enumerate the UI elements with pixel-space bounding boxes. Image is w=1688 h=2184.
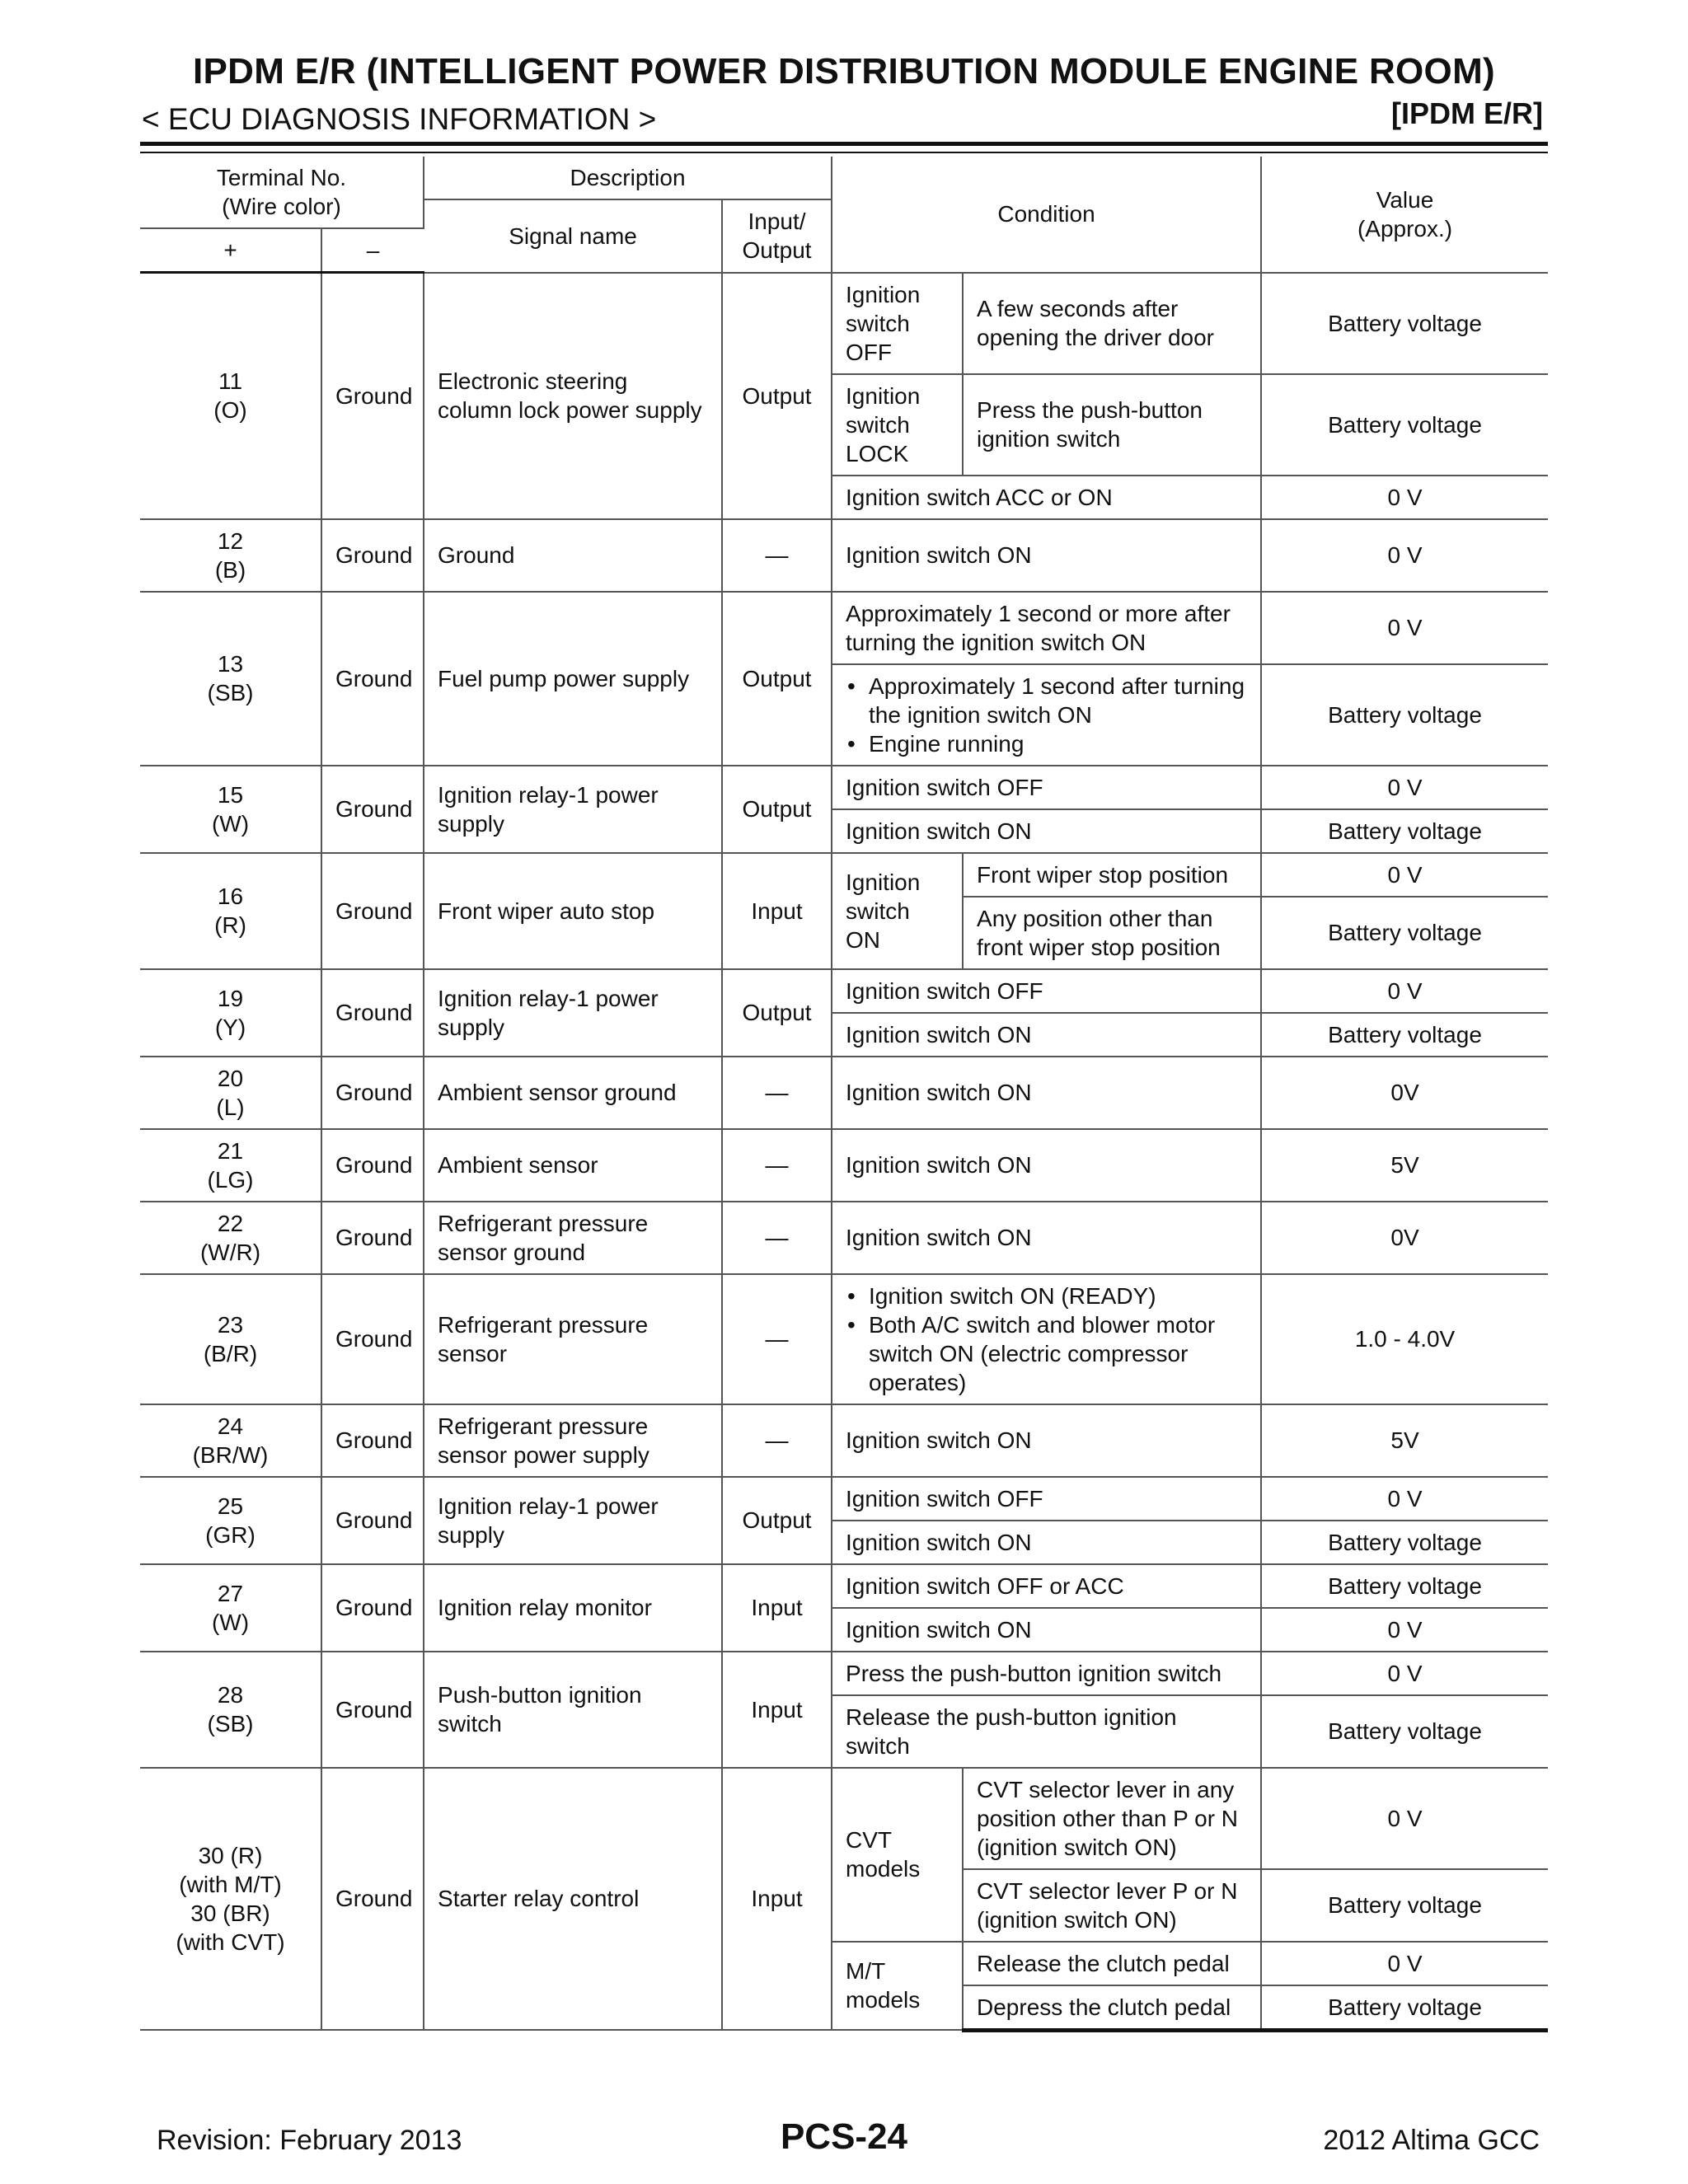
header-wire-color-label: (Wire color) — [222, 194, 341, 219]
io-cell: — — [722, 1057, 832, 1129]
table-row — [140, 273, 1548, 374]
value-cell: 0 V — [1261, 519, 1548, 592]
condition-cell: Ignition switch ON — [832, 1013, 1261, 1057]
terminal-number: 21 — [217, 1137, 244, 1164]
table-row — [140, 1274, 1548, 1404]
terminal-number: 16 — [217, 883, 244, 909]
condition-label-line: OFF — [846, 339, 893, 365]
condition-cell: Ignition switch ON — [832, 809, 1261, 853]
signal-name-cell: Ground — [424, 519, 722, 592]
value-cell: Battery voltage — [1261, 1564, 1548, 1608]
terminal-number: 19 — [217, 985, 244, 1011]
terminal-number: 11 — [218, 368, 243, 395]
condition-detail-cell: A few seconds after opening the driver door — [963, 273, 1261, 374]
io-cell: Input — [722, 1564, 832, 1652]
signal-name-cell: Ignition relay-1 power supply — [424, 1477, 722, 1564]
wire-color: (O) — [213, 397, 247, 424]
value-cell: 0 V — [1261, 476, 1548, 519]
terminal-cell — [140, 273, 321, 519]
io-cell: Output — [722, 273, 832, 519]
header-terminal-label: Terminal No. — [216, 165, 347, 190]
ground-cell: Ground — [321, 1404, 424, 1477]
header-condition: Condition — [832, 157, 1261, 273]
signal-name-cell: Refrigerant pressure sensor — [424, 1274, 722, 1404]
value-cell: Battery voltage — [1261, 1869, 1548, 1942]
value-cell: Battery voltage — [1261, 809, 1548, 853]
condition-cell: Ignition switch ON — [832, 1608, 1261, 1652]
signal-name-cell: Push-button ignition switch — [424, 1652, 722, 1768]
value-cell: Battery voltage — [1261, 1013, 1548, 1057]
condition-cell: Release the push-button ignition switch — [832, 1695, 1261, 1768]
header-value-label: Value — [1376, 186, 1434, 213]
condition-cell: Press the push-button ignition switch — [832, 1652, 1261, 1695]
condition-label-cell: M/T models — [832, 1942, 963, 2031]
header-plus: + — [140, 228, 321, 273]
condition-bullet-list — [832, 1274, 1261, 1404]
value-cell: 5V — [1261, 1129, 1548, 1202]
condition-bullet-list — [832, 664, 1261, 766]
terminal-cell — [140, 1768, 321, 2031]
table-row — [140, 1477, 1548, 1521]
io-cell: — — [722, 519, 832, 592]
table-row — [140, 592, 1548, 664]
wire-color: (with M/T) — [179, 1871, 282, 1897]
header-rule-thick — [140, 142, 1548, 146]
condition-cell: Ignition switch ON — [832, 1202, 1261, 1274]
terminal-cell — [140, 1652, 321, 1768]
condition-label-line: Ignition — [846, 869, 921, 895]
terminal-cell — [140, 853, 321, 969]
header-minus: – — [321, 228, 424, 273]
wire-color: (GR) — [205, 1521, 256, 1548]
condition-detail-cell: Release the clutch pedal — [963, 1942, 1261, 1985]
ground-cell: Ground — [321, 1202, 424, 1274]
table-row — [140, 1202, 1548, 1274]
ground-cell: Ground — [321, 1768, 424, 2031]
terminal-number: 27 — [217, 1580, 244, 1606]
io-cell: Input — [722, 1652, 832, 1768]
terminal-cell — [140, 766, 321, 853]
condition-label-line: switch ON — [846, 898, 910, 953]
value-cell: 0 V — [1261, 1652, 1548, 1695]
header-description: Description — [424, 157, 832, 199]
value-cell: 1.0 - 4.0V — [1261, 1274, 1548, 1404]
condition-cell: Ignition switch ON — [832, 1057, 1261, 1129]
table-row — [140, 1129, 1548, 1202]
value-cell: 0V — [1261, 1057, 1548, 1129]
value-cell: 0 V — [1261, 853, 1548, 897]
condition-label-line: LOCK — [846, 440, 909, 466]
header-io-line2: Output — [742, 237, 812, 264]
ground-cell: Ground — [321, 853, 424, 969]
footer-model: 2012 Altima GCC — [1323, 2125, 1540, 2156]
table-row — [140, 1404, 1548, 1477]
value-cell: 0 V — [1261, 766, 1548, 809]
section-heading: < ECU DIAGNOSIS INFORMATION > — [142, 102, 657, 136]
condition-cell: Ignition switch OFF — [832, 1477, 1261, 1521]
wire-color: (SB) — [207, 680, 254, 705]
header-input-output — [722, 199, 832, 273]
signal-name-cell: Starter relay control — [424, 1768, 722, 2031]
value-cell: 0 V — [1261, 592, 1548, 664]
page-title: IPDM E/R (INTELLIGENT POWER DISTRIBUTION MODULE ENGINE ROOM) — [193, 51, 1495, 91]
io-cell: — — [722, 1404, 832, 1477]
io-cell: — — [722, 1202, 832, 1274]
wire-color: (BR/W) — [192, 1441, 269, 1468]
condition-cell: Ignition switch ON — [832, 1404, 1261, 1477]
terminal-number: 22 — [217, 1210, 244, 1236]
wire-color: (Y) — [214, 1014, 246, 1040]
ground-cell: Ground — [321, 519, 424, 592]
value-cell: 5V — [1261, 1404, 1548, 1477]
ground-cell: Ground — [321, 1057, 424, 1129]
condition-label-line: Ignition — [846, 382, 921, 409]
terminal-number: 12 — [217, 527, 244, 554]
ground-cell: Ground — [321, 1652, 424, 1768]
header-value — [1261, 157, 1548, 273]
terminal-number: 20 — [217, 1065, 244, 1091]
header-rule-thin — [140, 152, 1548, 153]
signal-name-cell: Ignition relay-1 power supply — [424, 969, 722, 1057]
signal-name-cell: Ambient sensor ground — [424, 1057, 722, 1129]
terminal-number: 24 — [217, 1413, 244, 1439]
signal-name-cell: Ignition relay monitor — [424, 1564, 722, 1652]
value-cell: 0 V — [1261, 1477, 1548, 1521]
signal-name-cell: Refrigerant pressure sensor power supply — [424, 1404, 722, 1477]
wire-color: (B/R) — [203, 1340, 258, 1366]
ground-cell: Ground — [321, 1129, 424, 1202]
wire-color: (L) — [216, 1094, 245, 1120]
condition-cell: Ignition switch OFF or ACC — [832, 1564, 1261, 1608]
terminal-number: 23 — [217, 1311, 244, 1338]
header-io-line1: Input/ — [748, 209, 806, 235]
terminal-number: 30 (R) — [198, 1842, 263, 1868]
terminal-cell — [140, 1129, 321, 1202]
module-tag: [IPDM E/R] — [1391, 96, 1543, 130]
terminal-number: 13 — [217, 651, 244, 677]
condition-cell: Ignition switch ON — [832, 1521, 1261, 1564]
value-cell: 0V — [1261, 1202, 1548, 1274]
wire-color: (with CVT) — [176, 1929, 285, 1955]
ground-cell: Ground — [321, 1477, 424, 1564]
bullet-item: • Approximately 1 second after turning the ignition switch ON — [869, 672, 1247, 729]
table-row — [140, 1057, 1548, 1129]
condition-detail-cell: CVT selector lever in any position other than P or N (ignition switch ON) — [963, 1768, 1261, 1869]
io-cell: Input — [722, 1768, 832, 2031]
table-row — [140, 1564, 1548, 1608]
wire-color: (SB) — [207, 1711, 254, 1736]
value-cell: Battery voltage — [1261, 1985, 1548, 2031]
condition-label-line: switch — [846, 411, 910, 438]
io-cell: Input — [722, 853, 832, 969]
value-cell: 0 V — [1261, 1608, 1548, 1652]
table-row — [140, 1768, 1548, 1869]
terminal-number: 28 — [217, 1682, 244, 1708]
terminal-cell — [140, 592, 321, 766]
bullet-item: • Ignition switch ON (READY) — [869, 1282, 1247, 1310]
condition-label-line: Ignition — [846, 281, 921, 307]
condition-label-cell — [832, 273, 963, 374]
ground-cell: Ground — [321, 1274, 424, 1404]
footer-page-number: PCS-24 — [780, 2116, 908, 2157]
ground-cell: Ground — [321, 273, 424, 519]
condition-detail-cell: CVT selector lever P or N (ignition switch ON) — [963, 1869, 1261, 1942]
condition-cell: Ignition switch ON — [832, 1129, 1261, 1202]
value-cell: Battery voltage — [1261, 897, 1548, 969]
signal-name-cell: Ignition relay-1 power supply — [424, 766, 722, 853]
table-row — [140, 969, 1548, 1013]
terminal-cell — [140, 1477, 321, 1564]
value-cell: Battery voltage — [1261, 664, 1548, 766]
condition-cell: Ignition switch OFF — [832, 766, 1261, 809]
signal-name-cell: Electronic steering column lock power supply — [424, 273, 722, 519]
condition-detail-cell: Depress the clutch pedal — [963, 1985, 1261, 2031]
header-value-approx: (Approx.) — [1357, 215, 1453, 241]
table-row — [140, 853, 1548, 897]
wire-color: (W) — [211, 810, 250, 837]
terminal-number: 30 (BR) — [190, 1900, 270, 1926]
condition-detail-cell: Front wiper stop position — [963, 853, 1261, 897]
condition-label-cell: CVT models — [832, 1768, 963, 1942]
header-terminal — [140, 157, 424, 228]
condition-label-cell — [832, 853, 963, 969]
table-row — [140, 1652, 1548, 1695]
value-cell: Battery voltage — [1261, 273, 1548, 374]
bullet-item: • Engine running — [869, 729, 1247, 758]
table-row — [140, 519, 1548, 592]
value-cell: 0 V — [1261, 969, 1548, 1013]
value-cell: Battery voltage — [1261, 374, 1548, 476]
signal-name-cell: Refrigerant pressure sensor ground — [424, 1202, 722, 1274]
wire-color: (W/R) — [199, 1239, 261, 1265]
wire-color: (R) — [214, 912, 246, 938]
ground-cell: Ground — [321, 766, 424, 853]
terminal-spec-table — [140, 157, 1548, 2032]
ground-cell: Ground — [321, 969, 424, 1057]
io-cell: — — [722, 1274, 832, 1404]
value-cell: Battery voltage — [1261, 1695, 1548, 1768]
condition-label-cell — [832, 374, 963, 476]
wire-color: (LG) — [207, 1166, 254, 1193]
terminal-cell — [140, 1057, 321, 1129]
ground-cell: Ground — [321, 592, 424, 766]
condition-detail-cell: Any position other than front wiper stop position — [963, 897, 1261, 969]
wire-color: (W) — [211, 1609, 250, 1635]
signal-name-cell: Fuel pump power supply — [424, 592, 722, 766]
value-cell: 0 V — [1261, 1942, 1548, 1985]
wire-color: (B) — [214, 556, 246, 583]
terminal-cell — [140, 519, 321, 592]
io-cell: Output — [722, 1477, 832, 1564]
value-cell: Battery voltage — [1261, 1521, 1548, 1564]
terminal-cell — [140, 1202, 321, 1274]
terminal-cell — [140, 1404, 321, 1477]
condition-cell: Ignition switch OFF — [832, 969, 1261, 1013]
terminal-cell — [140, 969, 321, 1057]
terminal-cell — [140, 1564, 321, 1652]
terminal-number: 25 — [217, 1493, 244, 1519]
table-row — [140, 766, 1548, 809]
bullet-item: • Both A/C switch and blower motor switch ON (electric compressor operates) — [869, 1310, 1247, 1397]
footer-revision: Revision: February 2013 — [157, 2125, 462, 2156]
io-cell: Output — [722, 969, 832, 1057]
header-signal-name: Signal name — [424, 199, 722, 273]
condition-cell: Ignition switch ACC or ON — [832, 476, 1261, 519]
condition-cell: Approximately 1 second or more after turning the ignition switch ON — [832, 592, 1261, 664]
terminal-cell — [140, 1274, 321, 1404]
io-cell: Output — [722, 592, 832, 766]
signal-name-cell: Ambient sensor — [424, 1129, 722, 1202]
condition-detail-cell: Press the push-button ignition switch — [963, 374, 1261, 476]
condition-cell: Ignition switch ON — [832, 519, 1261, 592]
condition-label-line: switch — [846, 310, 910, 336]
terminal-number: 15 — [217, 781, 244, 808]
io-cell: — — [722, 1129, 832, 1202]
io-cell: Output — [722, 766, 832, 853]
signal-name-cell: Front wiper auto stop — [424, 853, 722, 969]
ground-cell: Ground — [321, 1564, 424, 1652]
value-cell: 0 V — [1261, 1768, 1548, 1869]
